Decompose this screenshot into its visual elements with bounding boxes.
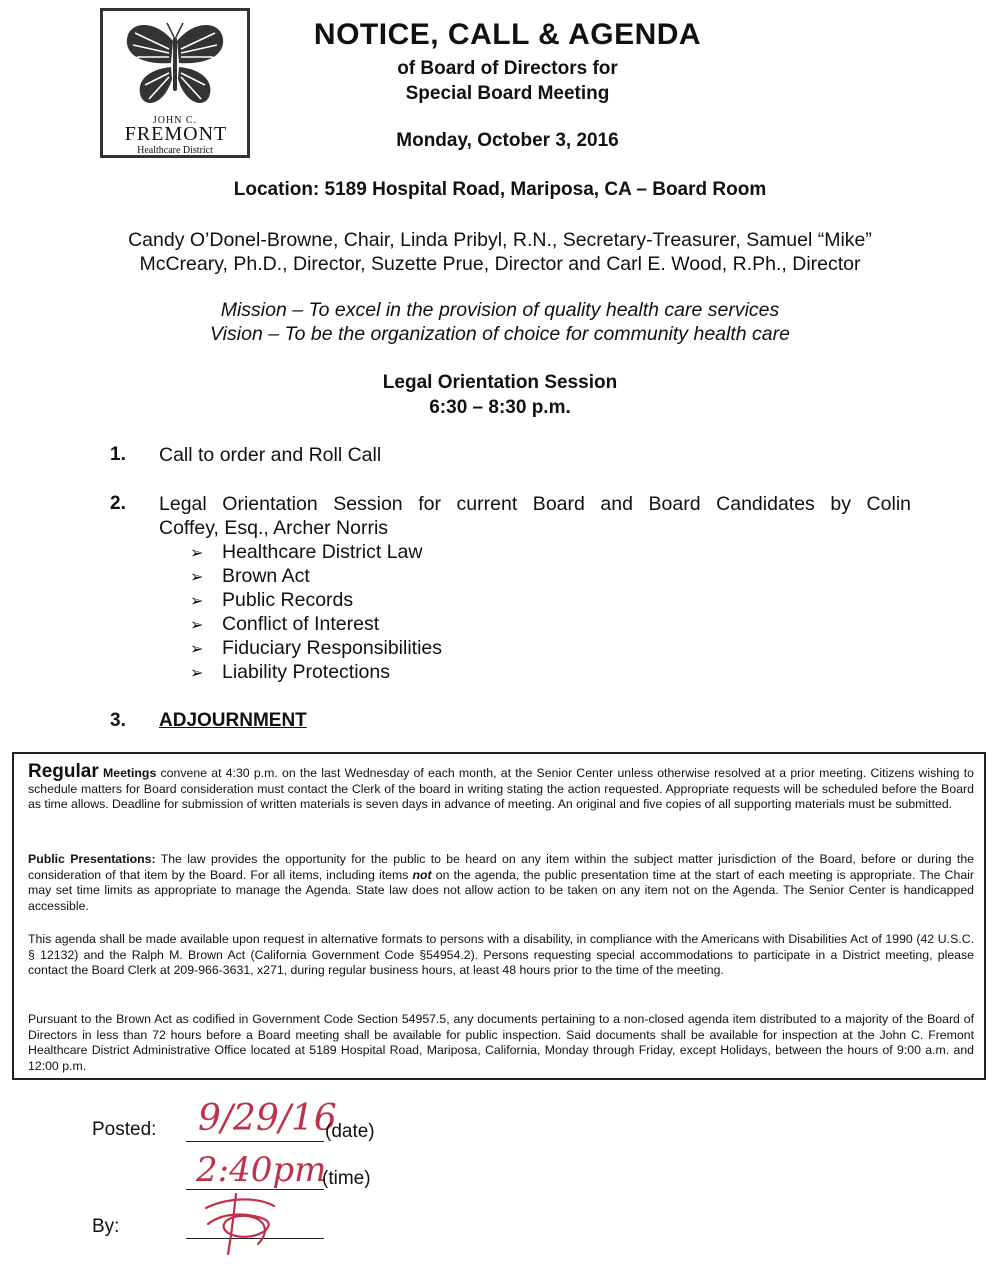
arrow-bullet-icon: ➢ (190, 545, 204, 562)
logo-line1: JOHN C. (152, 115, 198, 126)
agenda-bullet: ➢ Conflict of Interest (190, 613, 380, 635)
date-suffix: (date) (325, 1121, 375, 1142)
arrow-bullet-icon: ➢ (190, 569, 204, 586)
vision-statement: Vision – To be the organization of choice for community health care (210, 323, 790, 345)
agenda-item1-number: 1. (110, 444, 126, 465)
board-members-line2: McCreary, Ph.D., Director, Suzette Prue, Director and Carl E. Wood, R.Ph., Director (139, 253, 861, 275)
arrow-bullet-icon: ➢ (190, 641, 204, 658)
public-presentations-paragraph: Public Presentations: The law provides the opportunity for the public to be heard on any item within the subject matter jurisdiction of the Board, before or during the consideration of that item by the Board. For all items, including items not on the agenda, the public presentation time at the start of each meeting is appropriate. The Chair may set time limits as appropriate to manage the Agenda. State law does not allow action to be taken on any item not on the Agenda. The Senior Center is handicapped accessible. (28, 852, 975, 913)
arrow-bullet-icon: ➢ (190, 665, 204, 682)
page-title: NOTICE, CALL & AGENDA (313, 18, 702, 51)
meeting-date: Monday, October 3, 2016 (396, 130, 619, 151)
time-suffix: (time) (322, 1168, 371, 1189)
district-logo (100, 8, 250, 158)
meeting-location: Location: 5189 Hospital Road, Mariposa, CA – Board Room (233, 179, 767, 200)
arrow-bullet-icon: ➢ (190, 617, 204, 634)
butterfly-icon (125, 19, 225, 111)
subtitle-board: of Board of Directors for (397, 58, 618, 79)
brown-act-paragraph: Pursuant to the Brown Act as codified in Government Code Section 54957.5, any documents pertaining to a non-closed agenda item distributed to a majority of the Board of Directors in less than 72 hours before a Board meeting shall be available for public inspection. Said documents shall be available for inspection at the John C. Fremont Healthcare District Administrative Office located at 5189 Hospital Road, Mariposa, California, Monday through Friday, except Holidays, between the hours of 9:00 a.m. and 12:00 p.m. (28, 1012, 974, 1073)
adjournment-heading: ADJOURNMENT (159, 710, 307, 731)
agenda-bullet: ➢ Liability Protections (190, 661, 390, 683)
posted-label: Posted: (92, 1119, 157, 1140)
agenda-item2-number: 2. (110, 493, 126, 514)
mission-statement: Mission – To excel in the provision of quality health care services (220, 299, 780, 321)
agenda-item1-text: Call to order and Roll Call (159, 444, 382, 466)
board-members-line1: Candy O’Donel-Browne, Chair, Linda Pribyl, R.N., Secretary-Treasurer, Samuel “Mike” (128, 229, 872, 251)
agenda-bullet: ➢ Brown Act (190, 565, 310, 587)
arrow-bullet-icon: ➢ (190, 593, 204, 610)
agenda-bullet: ➢ Healthcare District Law (190, 541, 423, 563)
agenda-bullet: ➢ Fiduciary Responsibilities (190, 637, 443, 659)
regular-meetings-paragraph: Regular Meetings convene at 4:30 p.m. on the last Wednesday of each month, at the Senior Center unless otherwise resolved at a prior meeting. Citizens wishing to schedule matters for Board consideration must contact the Clerk of the board in writing stating the action requested. Appropriate requests will be scheduled before the Board as time allows. Deadline for submission of written materials is seven days in advance of meeting. An original and five copies of all supporting materials must be submitted. (28, 761, 974, 811)
date-line (186, 1141, 324, 1142)
ada-paragraph: This agenda shall be made available upon request in alternative formats to persons with a disability, in compliance with the Americans with Disabilities Act of 1990 (42 U.S.C. § 12132) and the Ralph M. Brown Act (California Government Code §54954.2). Persons requesting special accommodations to participate in a District meeting, please contact the Board Clerk at 209-966-3631, x271, during regular business hours, at least 48 hours prior to the time of the meeting. (28, 932, 974, 977)
handwritten-date: 9/29/16 (198, 1098, 337, 1139)
agenda-item2-text-line1: Legal Orientation Session for current Board and Board Candidates by Colin (159, 493, 911, 515)
session-title: Legal Orientation Session (382, 372, 618, 393)
notice-box (12, 752, 986, 1080)
agenda-item3-number: 3. (110, 710, 126, 731)
subtitle-meeting: Special Board Meeting (405, 83, 610, 104)
logo-line3: Healthcare District (137, 145, 213, 156)
handwritten-time: 2:40pm (196, 1150, 327, 1190)
logo-line2: FREMONT (124, 123, 228, 145)
agenda-bullet: ➢ Public Records (190, 589, 354, 611)
handwritten-signature (196, 1188, 286, 1256)
agenda-item2-text-line2: Coffey, Esq., Archer Norris (159, 517, 389, 539)
by-label: By: (92, 1216, 120, 1237)
session-time: 6:30 – 8:30 p.m. (429, 397, 571, 418)
